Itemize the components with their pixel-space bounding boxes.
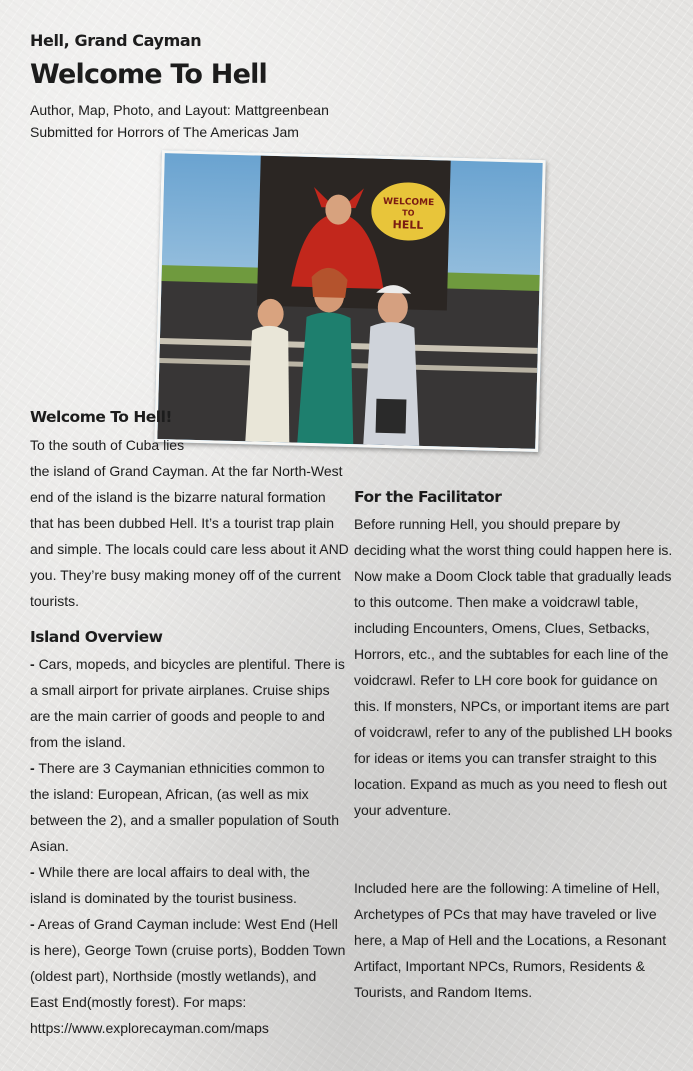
overview-item-text: While there are local affairs to deal with, the island is dominated by the tourist business.: [30, 864, 310, 906]
overview-item-transport: [30, 651, 348, 755]
list-dash: -: [30, 656, 35, 672]
welcome-heading: Welcome To Hell!: [30, 408, 173, 426]
overview-item-tourism: [30, 859, 348, 911]
submission-note: Submitted for Horrors of The Americas Jam: [30, 124, 299, 140]
overview-item-text: There are 3 Caymanian ethnicities common to the island: European, African, (as well as mix between the 2), and a smaller population of South Asian.: [30, 760, 339, 854]
included-paragraph: Included here are the following: A timeline of Hell, Archetypes of PCs that may have traveled or live here, a Map of Hell and the Locations, a Resonant Artifact, Important NPCs, Rumors, Residents & Tourists, and Random Items.: [354, 880, 667, 1000]
sign-line-1: WELCOME: [382, 196, 435, 209]
sign-line-2: TO: [402, 208, 415, 218]
breadcrumb: Hell, Grand Cayman: [30, 31, 202, 50]
page-title: Welcome To Hell: [30, 59, 267, 90]
list-dash: -: [30, 916, 35, 932]
welcome-first-line: To the south of Cuba lies: [30, 437, 185, 453]
island-overview-list: [30, 651, 348, 1041]
overview-item-text: Cars, mopeds, and bicycles are plentiful. There is a small airport for private airplanes. Cruise ships are the main carrier of goods and people to and from the island.: [30, 656, 345, 750]
welcome-paragraph: the island of Grand Cayman. At the far North-West end of the island is the bizarre natural formation that has been dubbed Hell. It’s a tourist trap plain and simple. The locals could care less about it AND you. They’re busy making money off of the current tourists.: [30, 463, 349, 609]
facilitator-heading: For the Facilitator: [354, 488, 502, 506]
island-overview-heading: Island Overview: [30, 628, 163, 646]
overview-item-ethnicities: [30, 755, 348, 859]
list-dash: -: [30, 760, 35, 776]
overview-item-areas: [30, 911, 348, 1041]
photo-illustration: [157, 153, 542, 449]
author-credit: Author, Map, Photo, and Layout: Mattgreenbean: [30, 102, 329, 118]
welcome-to-hell-photo: [154, 150, 546, 452]
overview-item-text: Areas of Grand Cayman include: West End (Hell is here), George Town (cruise ports), Bodden Town (oldest part), Northside (mostly wetlands), and East End(mostly forest). For maps: https://www.explorecayman.com/maps: [30, 916, 346, 1036]
facilitator-paragraph: Before running Hell, you should prepare by deciding what the worst thing could happen here is. Now make a Doom Clock table that gradually leads to this outcome. Then make a voidcrawl table, including Encounters, Omens, Clues, Setbacks, Horrors, etc., and the subtables for each line of the voidcrawl. Refer to LH core book for guidance on this. If monsters, NPCs, or important items are part of voidcrawl, refer to any of the published LH books for ideas or items you can transfer straight to this location. Expand as much as you need to flesh out your adventure.: [354, 516, 673, 818]
list-dash: -: [30, 864, 35, 880]
sign-line-3: HELL: [392, 218, 424, 232]
